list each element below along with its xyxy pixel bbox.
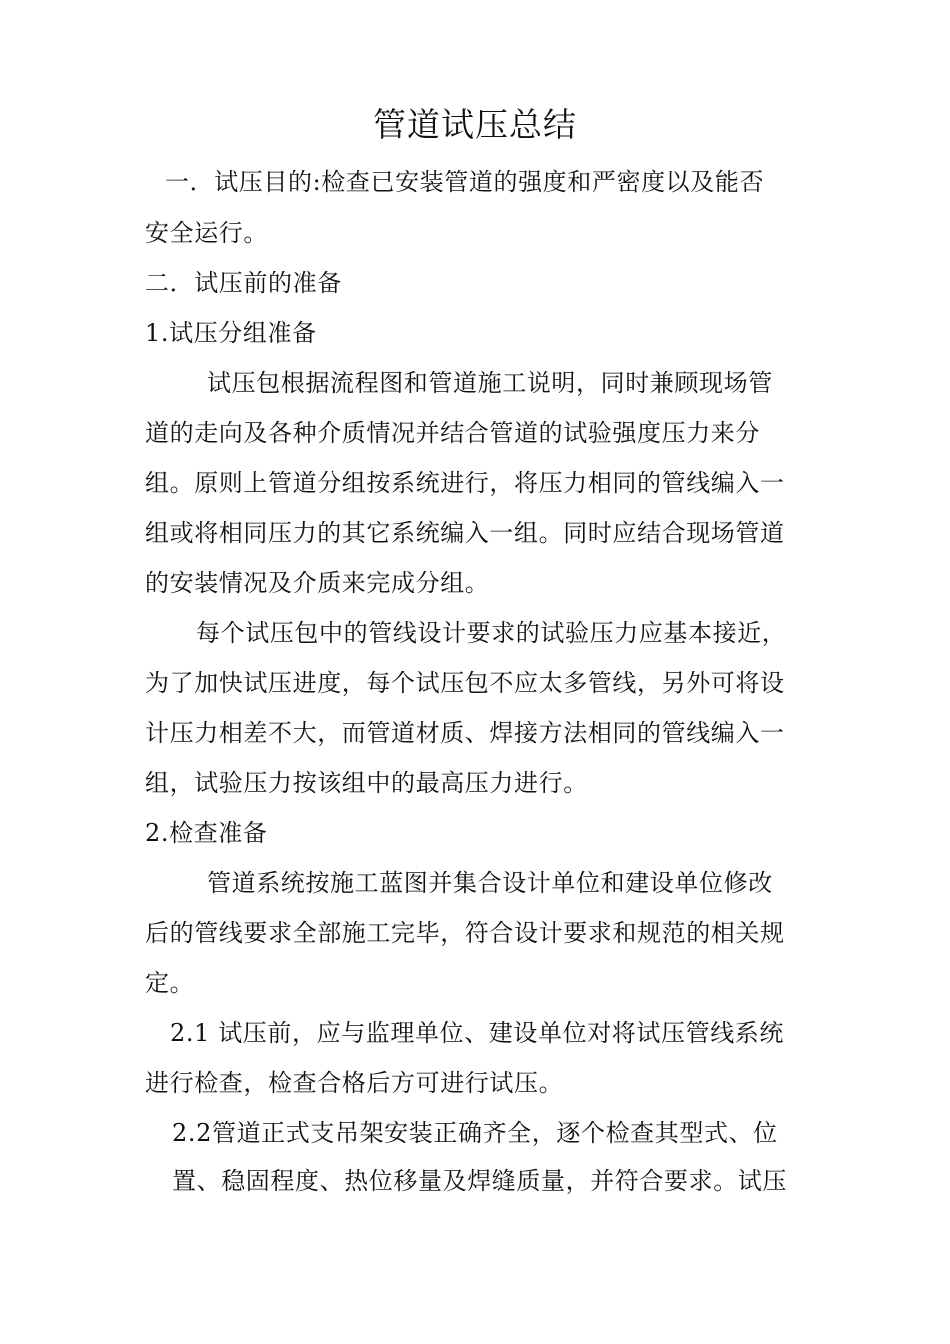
paragraph-line: 后的管线要求全部施工完毕，符合设计要求和规范的相关规 (145, 919, 785, 947)
paragraph-line: 管道系统按施工蓝图并集合设计单位和建设单位修改 (207, 869, 773, 897)
paragraph-line: 组。原则上管道分组按系统进行，将压力相同的管线编入一 (145, 469, 785, 497)
paragraph-line: 组，试验压力按该组中的最高压力进行。 (145, 769, 588, 797)
paragraph-line: 试压包根据流程图和管道施工说明，同时兼顾现场管 (207, 369, 773, 397)
paragraph-line: 一．试压目的:检查已安装管道的强度和严密度以及能否 (165, 168, 765, 196)
paragraph-line: 道的走向及各种介质情况并结合管道的试验强度压力来分 (145, 419, 760, 447)
paragraph-line: 组或将相同压力的其它系统编入一组。同时应结合现场管道 (145, 519, 785, 547)
paragraph-line: 定。 (145, 969, 195, 997)
paragraph-line: 进行检查，检查合格后方可进行试压。 (145, 1069, 564, 1097)
paragraph-line: 为了加快试压进度，每个试压包不应太多管线，另外可将设 (145, 669, 785, 697)
paragraph-line: 的安装情况及介质来完成分组。 (145, 569, 490, 597)
section-heading: 二．试压前的准备 (145, 269, 342, 297)
paragraph-line: 置、稳固程度、热位移量及焊缝质量，并符合要求。试压 (172, 1167, 787, 1195)
subsection-heading: 1.试压分组准备 (145, 319, 317, 347)
paragraph-line: 2.1 试压前，应与监理单位、建设单位对将试压管线系统 (170, 1019, 784, 1047)
paragraph-line: 每个试压包中的管线设计要求的试验压力应基本接近， (196, 619, 787, 647)
paragraph-line: 2.2管道正式支吊架安装正确齐全，逐个检查其型式、位 (172, 1119, 778, 1147)
paragraph-line: 计压力相差不大，而管道材质、焊接方法相同的管线编入一 (145, 719, 785, 747)
subsection-heading: 2.检查准备 (145, 819, 268, 847)
paragraph-line: 安全运行。 (145, 219, 268, 247)
document-title: 管道试压总结 (373, 105, 577, 144)
